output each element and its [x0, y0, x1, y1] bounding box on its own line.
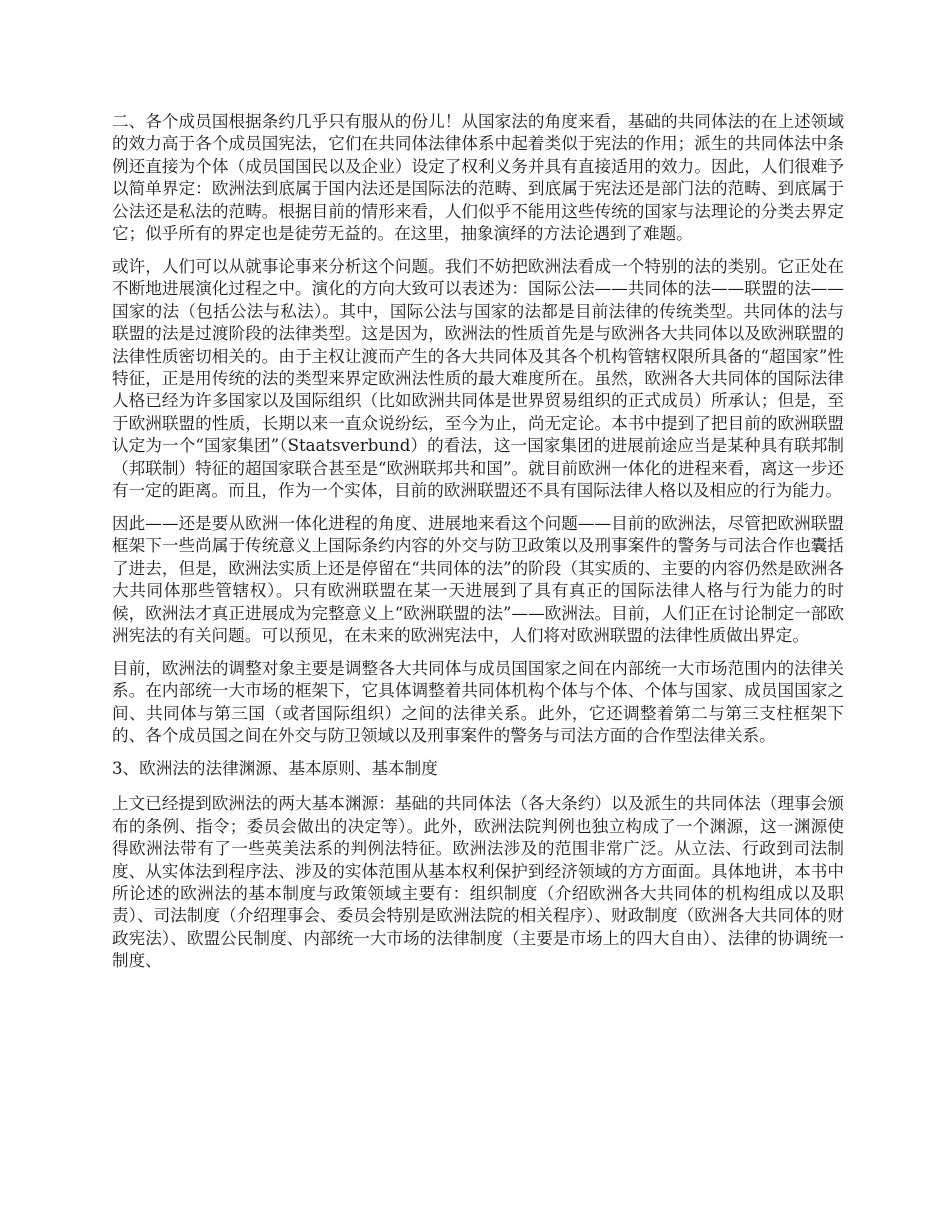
- paragraph-3: 因此——还是要从欧洲一体化进程的角度、进展地来看这个问题——目前的欧洲法，尽管把欧洲联盟框架下一些尚属于传统意义上国际条约内容的外交与防卫政策以及刑事案件的警务与司法合作也囊括了进去，但是，欧洲法实质上还是停留在“共同体的法”的阶段（其实质的、主要的内容仍然是欧洲各大共同体那些管辖权）。只有欧洲联盟在某一天进展到了具有真正的国际法律人格与行为能力的时候，欧洲法才真正进展成为完整意义上“欧洲联盟的法”——欧洲法。目前，人们正在讨论制定一部欧洲宪法的有关问题。可以预见，在未来的欧洲宪法中，人们将对欧洲联盟的法律性质做出界定。: [112, 513, 844, 645]
- section-heading: 3、欧洲法的法律渊源、基本原则、基本制度: [112, 758, 438, 778]
- paragraph-2: 或许，人们可以从就事论事来分析这个问题。我们不妨把欧洲法看成一个特别的法的类别。它正处在不断地进展演化过程之中。演化的方向大致可以表述为：国际公法——共同体的法——联盟的法——国家的法（包括公法与私法）。其中，国际公法与国家的法都是目前法律的传统类型。共同体的法与联盟的法是过渡阶段的法律类型。这是因为，欧洲法的性质首先是与欧洲各大共同体以及欧洲联盟的法律性质密切相关的。由于主权让渡而产生的各大共同体及其各个机构管辖权限所具备的“超国家”性特征，正是用传统的法的类型来界定欧洲法性质的最大难度所在。虽然，欧洲各大共同体的国际法律人格已经为许多国家以及国际组织（比如欧洲共同体是世界贸易组织的正式成员）所承认；但是，至于欧洲联盟的性质，长期以来一直众说纷纭，至今为止，尚无定论。本书中提到了把目前的欧洲联盟认定为一个“国家集团”（Staatsverbund）的看法，这一国家集团的进展前途应当是某种具有联邦制（邦联制）特征的超国家联合甚至是“欧洲联邦共和国”。就目前欧洲一体化的进程来看，离这一步还有一定的距离。而且，作为一个实体，目前的欧洲联盟还不具有国际法律人格以及相应的行为能力。: [112, 256, 844, 500]
- paragraph-1: 二、各个成员国根据条约几乎只有服从的份儿！从国家法的角度来看，基础的共同体法的在上述领域的效力高于各个成员国宪法，它们在共同体法律体系中起着类似于宪法的作用；派生的共同体法中条例还直接为个体（成员国国民以及企业）设定了权利义务并具有直接适用的效力。因此，人们很难予以简单界定：欧洲法到底属于国内法还是国际法的范畴、到底属于宪法还是部门法的范畴、到底属于公法还是私法的范畴。根据目前的情形来看，人们似乎不能用这些传统的国家与法理论的分类去界定它；似乎所有的界定也是徒劳无益的。在这里，抽象演绎的方法论遇到了难题。: [112, 112, 844, 244]
- document-body: [112, 111, 844, 983]
- paragraph-5: 上文已经提到欧洲法的两大基本渊源：基础的共同体法（各大条约）以及派生的共同体法（理事会颁布的条例、指令；委员会做出的决定等）。此外，欧洲法院判例也独立构成了一个渊源，这一渊源使得欧洲法带有了一些英美法系的判例法特征。欧洲法涉及的范围非常广泛。从立法、行政到司法制度、从实体法到程序法、涉及的实体范围从基本权利保护到经济领域的方方面面。具体地讲，本书中所论述的欧洲法的基本制度与政策领域主要有：组织制度（介绍欧洲各大共同体的机构组成以及职责）、司法制度（介绍理事会、委员会特别是欧洲法院的相关程序）、财政制度（欧洲各大共同体的财政宪法）、欧盟公民制度、内部统一大市场的法律制度（主要是市场上的四大自由）、法律的协调统一制度、: [112, 794, 844, 971]
- paragraph-4: 目前，欧洲法的调整对象主要是调整各大共同体与成员国国家之间在内部统一大市场范围内的法律关系。在内部统一大市场的框架下，它具体调整着共同体机构个体与个体、个体与国家、成员国国家之间、共同体与第三国（或者国际组织）之间的法律关系。此外，它还调整着第二与第三支柱框架下的、各个成员国之间在外交与防卫领域以及刑事案件的警务与司法方面的合作型法律关系。: [112, 658, 844, 746]
